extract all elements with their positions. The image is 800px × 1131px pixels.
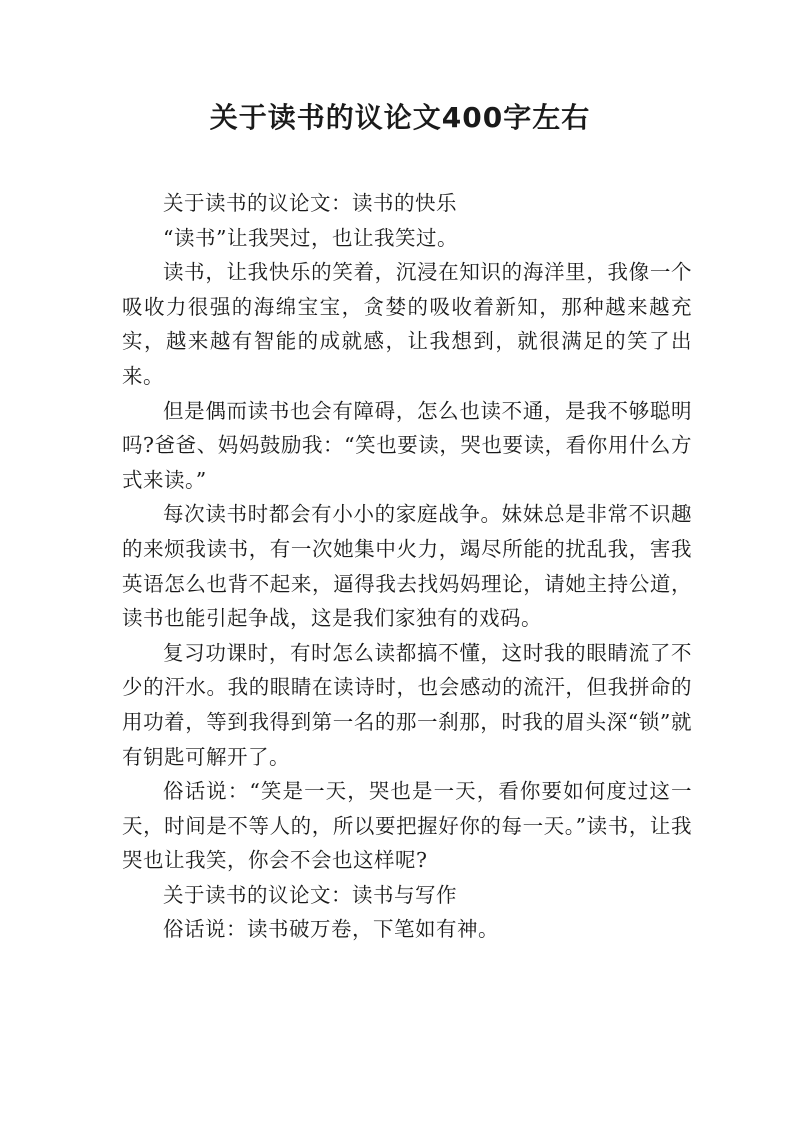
document-title: 关于读书的议论文400字左右: [209, 101, 591, 134]
paragraph: 复习功课时，有时怎么读都搞不懂，这时我的眼睛流了不少的汗水。我的眼睛在读诗时，也会感动的流汗，但我拼命的用功着，等到我得到第一名的那一刹那，时我的眉头深“锁”就有钥匙可解开了。: [122, 640, 692, 769]
paragraph: 俗话说：“笑是一天，哭也是一天，看你要如何度过这一天，时间是不等人的，所以要把握好你的每一天。”读书，让我哭也让我笑，你会不会也这样呢?: [122, 779, 692, 873]
paragraph: “读书”让我哭过，也让我笑过。: [163, 225, 458, 250]
paragraph: 俗话说：读书破万卷，下笔如有神。: [163, 917, 499, 942]
document-body: [122, 186, 692, 947]
paragraph-section-heading-2: 关于读书的议论文：读书与写作: [163, 882, 457, 907]
paragraph-section-heading-1: 关于读书的议论文：读书的快乐: [163, 191, 457, 215]
paragraph: 但是偶而读书也会有障碍，怎么也读不通，是我不够聪明吗?爸爸、妈妈鼓励我：“笑也要读，哭也要读，看你用什么方式来读。”: [122, 398, 692, 492]
paragraph: 读书，让我快乐的笑着，沉浸在知识的海洋里，我像一个吸收力很强的海绵宝宝，贪婪的吸收着新知，那种越来越充实，越来越有智能的成就感，让我想到，就很满足的笑了出来。: [122, 260, 692, 388]
paragraph: 每次读书时都会有小小的家庭战争。妹妹总是非常不识趣的来烦我读书，有一次她集中火力，竭尽所能的扰乱我，害我英语怎么也背不起来，逼得我去找妈妈理论，请她主持公道，读书也能引起争战，这是我们家独有的戏码。: [122, 502, 692, 631]
